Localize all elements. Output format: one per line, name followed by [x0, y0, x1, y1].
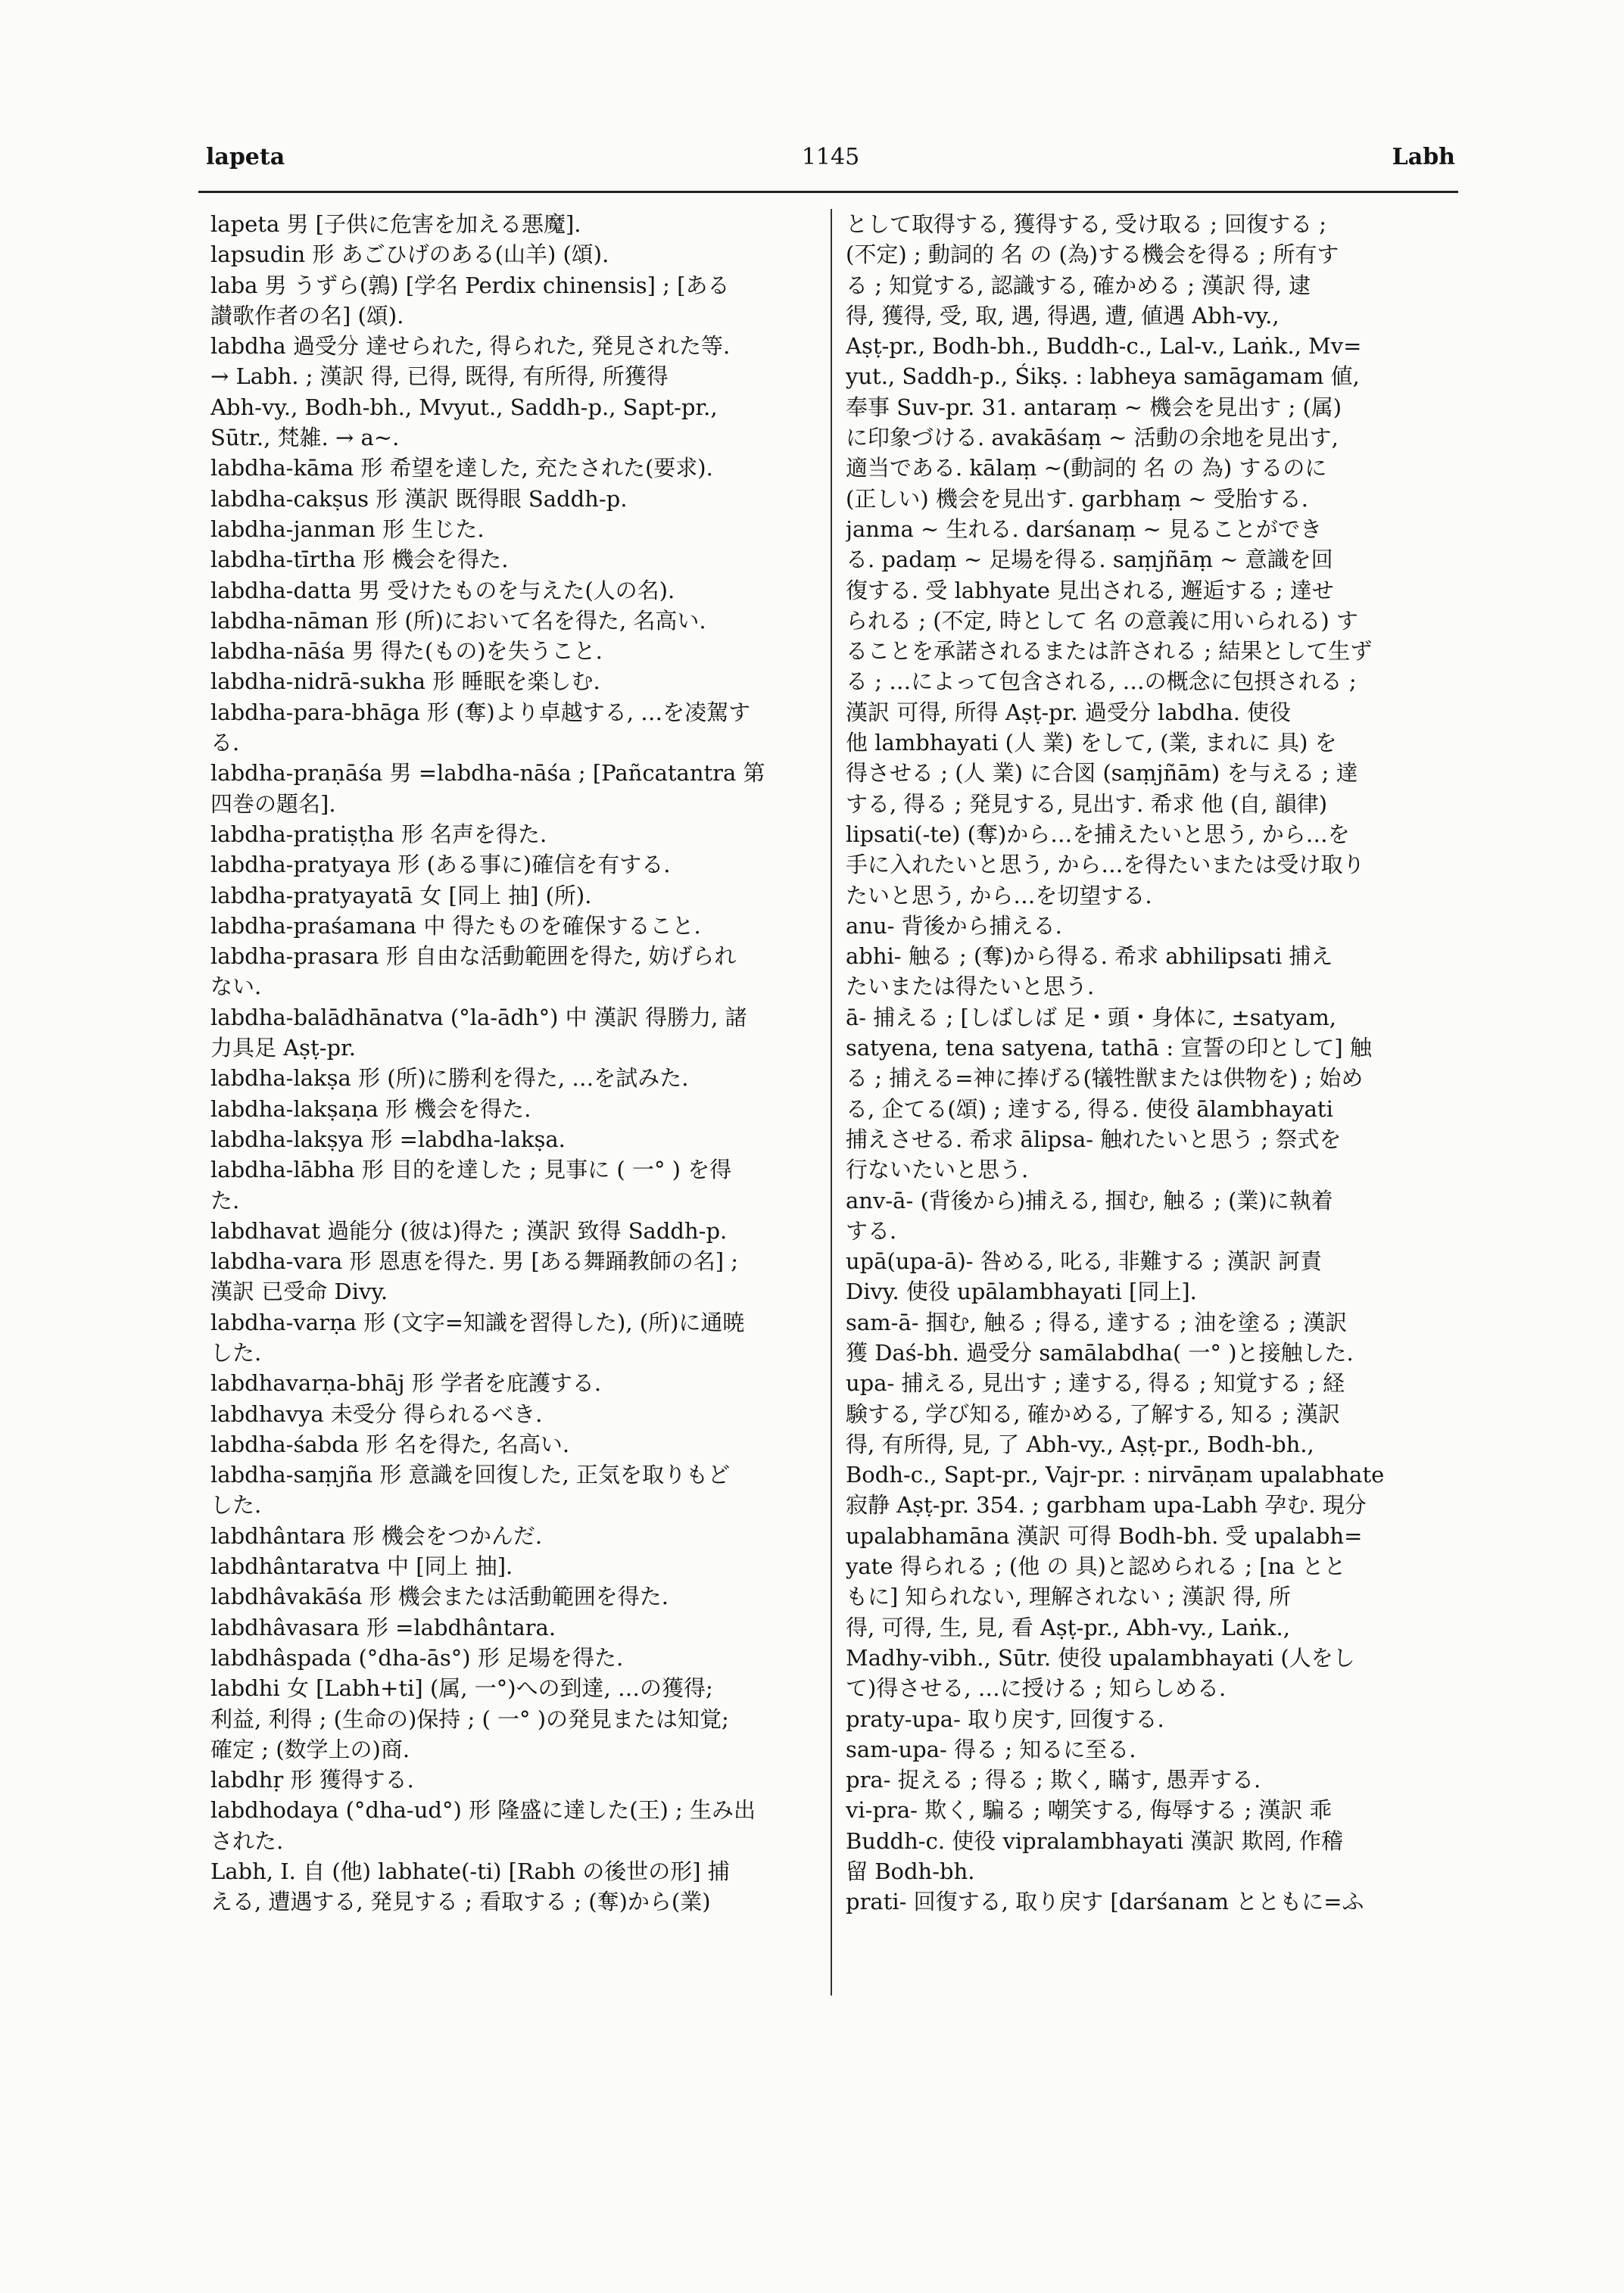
dictionary-line: lapsudin 形 あごひげのある(山羊) (頌). — [210, 241, 609, 268]
dictionary-line: labdhâvasara 形 =labdhântara. — [210, 1614, 556, 1640]
dictionary-line: 行ないたいと思う. — [846, 1157, 1029, 1183]
dictionary-line: たいまたは得たいと思う. — [846, 974, 1095, 1000]
dictionary-line: 得, 可得, 生, 見, 看 Aṣṭ-pr., Abh-vy., Laṅk., — [846, 1614, 1290, 1640]
running-header — [206, 144, 1455, 183]
dictionary-line: labdha-pratyayatā 女 [同上 抽] (所). — [210, 882, 592, 908]
dictionary-line: satyena, tena satyena, tathā : 宣誓の印として] 触 — [846, 1035, 1372, 1061]
dictionary-line: 手に入れたいと思う, から…を得たいまたは受け取り — [846, 852, 1365, 878]
dictionary-line: に印象づける. avakāśaṃ ~ 活動の余地を見出す, — [846, 425, 1339, 451]
dictionary-line: 獲 Daś-bh. 過受分 samālabdha( 一° )と接触した. — [846, 1339, 1354, 1366]
left-column — [210, 209, 816, 1918]
dictionary-line: labdhavat 過能分 (彼は)得た ; 漢訳 致得 Saddh-p. — [210, 1217, 728, 1244]
dictionary-line: labdha-balādhānatva (°la-ādh°) 中 漢訳 得勝力, 諸 — [210, 1004, 747, 1030]
dictionary-line: upalabhamāna 漢訳 可得 Bodh-bh. 受 upalabh= — [846, 1522, 1363, 1549]
dictionary-line: labdhântara 形 機会をつかんだ. — [210, 1522, 543, 1549]
dictionary-line: 漢訳 可得, 所得 Aṣṭ-pr. 過受分 labdha. 使役 — [846, 699, 1292, 725]
dictionary-line: した. — [210, 1492, 262, 1519]
header-left-guideword: lapeta — [206, 144, 285, 170]
dictionary-line: labdha-nāśa 男 得た(もの)を失うこと. — [210, 638, 603, 665]
dictionary-line: する. — [846, 1217, 897, 1244]
dictionary-line: た. — [210, 1187, 240, 1213]
dictionary-line: (不定) ; 動詞的 名 の (為)する機会を得る ; 所有す — [846, 241, 1339, 268]
dictionary-line: prati- 回復する, 取り戻す [darśanam とともに=ふ — [846, 1889, 1364, 1915]
dictionary-line: labdha-datta 男 受けたものを与えた(人の名). — [210, 577, 675, 603]
column-divider — [831, 209, 832, 1995]
dictionary-line: 験する, 学び知る, 確かめる, 了解する, 知る ; 漢訳 — [846, 1400, 1340, 1427]
dictionary-line: Divy. 使役 upālambhayati [同上]. — [846, 1279, 1197, 1305]
header-rule — [198, 191, 1458, 193]
dictionary-line: 奉事 Suv-pr. 31. antaraṃ ~ 機会を見出す ; (属) — [846, 394, 1342, 420]
dictionary-line: Aṣṭ-pr., Bodh-bh., Buddh-c., Lal-v., Laṅk., Mv= — [846, 333, 1362, 360]
dictionary-line: 讃歌作者の名] (頌). — [210, 302, 404, 329]
dictionary-line: upā(upa-ā)- 咎める, 叱る, 非難する ; 漢訳 訶責 — [846, 1248, 1323, 1275]
dictionary-line: yate 得られる ; (他 の 具)と認められる ; [na とと — [846, 1553, 1346, 1580]
dictionary-line: labdha-janman 形 生じた. — [210, 516, 485, 542]
dictionary-line: labdha-śabda 形 名を得た, 名高い. — [210, 1431, 570, 1457]
dictionary-line: て)得させる, …に授ける ; 知らしめる. — [846, 1675, 1227, 1702]
dictionary-line: たいと思う, から…を切望する. — [846, 882, 1152, 908]
dictionary-line: る ; 知覚する, 認識する, 確かめる ; 漢訳 得, 逮 — [846, 272, 1311, 298]
dictionary-line: labdha-pratyaya 形 (ある事に)確信を有する. — [210, 852, 671, 878]
dictionary-line: anu- 背後から捕える. — [846, 912, 1062, 939]
dictionary-line: Labh, I. 自 (他) labhate(-ti) [Rabh の後世の形] 捕 — [210, 1858, 730, 1885]
dictionary-line: 留 Bodh-bh. — [846, 1858, 975, 1885]
dictionary-line: 漢訳 已受命 Divy. — [210, 1279, 388, 1305]
dictionary-line: Sūtr., 梵雑. → a~. — [210, 425, 400, 451]
dictionary-line: Abh-vy., Bodh-bh., Mvyut., Saddh-p., Sapt-pr., — [210, 394, 718, 420]
dictionary-line: labdha 過受分 達せられた, 得られた, 発見された等. — [210, 333, 731, 360]
dictionary-line: labdhodaya (°dha-ud°) 形 隆盛に達した(王) ; 生み出 — [210, 1797, 756, 1824]
dictionary-line: 得させる ; (人 業) に合図 (saṃjñām) を与える ; 達 — [846, 760, 1358, 787]
dictionary-line: laba 男 うずら(鶉) [学名 Perdix chinensis] ; [ある — [210, 272, 730, 298]
dictionary-line: 寂静 Aṣṭ-pr. 354. ; garbham upa-Labh 孕む. 現分 — [846, 1492, 1367, 1519]
dictionary-line: labdha-tīrtha 形 機会を得た. — [210, 547, 509, 573]
dictionary-line: labdha-kāma 形 希望を達した, 充たされた(要求). — [210, 455, 713, 481]
dictionary-line: labdhavarṇa-bhāj 形 学者を庇護する. — [210, 1370, 602, 1397]
dictionary-line: abhi- 触る ; (奪)から得る. 希求 abhilipsati 捕え — [846, 943, 1333, 970]
dictionary-line: labdha-nidrā-sukha 形 睡眠を楽しむ. — [210, 668, 600, 695]
dictionary-line: sam-ā- 掴む, 触る ; 得る, 達する ; 油を塗る ; 漢訳 — [846, 1309, 1348, 1335]
dictionary-line: labdhântaratva 中 [同上 抽]. — [210, 1553, 513, 1580]
dictionary-line: labdha-praṇāśa 男 =labdha-nāśa ; [Pañcatantra 第 — [210, 760, 765, 787]
dictionary-line: 確定 ; (数学上の)商. — [210, 1736, 410, 1762]
dictionary-line: られる ; (不定, 時として 名 の意義に用いられる) す — [846, 607, 1358, 634]
dictionary-line: (正しい) 機会を見出す. garbhaṃ ~ 受胎する. — [846, 485, 1308, 512]
dictionary-line: もに] 知られない, 理解されない ; 漢訳 得, 所 — [846, 1584, 1291, 1610]
dictionary-line: → Labh. ; 漢訳 得, 已得, 既得, 有所得, 所獲得 — [210, 363, 669, 390]
dictionary-line: える, 遭遇する, 発見する ; 看取する ; (奪)から(業) — [210, 1889, 711, 1915]
dictionary-line: した. — [210, 1339, 262, 1366]
dictionary-line: labdha-lakṣya 形 =labdha-lakṣa. — [210, 1126, 566, 1152]
dictionary-line: labdha-lakṣaṇa 形 機会を得た. — [210, 1095, 531, 1122]
dictionary-line: anv-ā- (背後から)捕える, 掴む, 触る ; (業)に執着 — [846, 1187, 1333, 1213]
dictionary-line: Bodh-c., Sapt-pr., Vajr-pr. : nirvāṇam upalabhate — [846, 1462, 1385, 1488]
dictionary-line: pra- 捉える ; 得る ; 欺く, 瞞す, 愚弄する. — [846, 1767, 1261, 1793]
dictionary-line: yut., Saddh-p., Śikṣ. : labheya samāgamam 値, — [846, 363, 1360, 390]
dictionary-line: ることを承諾されるまたは許される ; 結果として生ず — [846, 638, 1373, 665]
dictionary-line: 他 lambhayati (人 業) をして, (業, まれに 具) を — [846, 730, 1337, 756]
dictionary-line: labdha-cakṣus 形 漢訳 既得眼 Saddh-p. — [210, 485, 628, 512]
right-column — [846, 209, 1455, 1918]
dictionary-line: lipsati(-te) (奪)から…を捕えたいと思う, から…を — [846, 821, 1350, 847]
dictionary-line: labdha-lābha 形 目的を達した ; 見事に ( 一° ) を得 — [210, 1157, 732, 1183]
header-right-guideword: Labh — [1392, 144, 1455, 170]
dictionary-line: labdha-saṃjña 形 意識を回復した, 正気を取りもど — [210, 1462, 730, 1488]
dictionary-line: 力具足 Aṣṭ-pr. — [210, 1035, 356, 1061]
dictionary-line: る. — [210, 730, 240, 756]
dictionary-line: labdha-pratiṣṭha 形 名声を得た. — [210, 821, 547, 847]
dictionary-line: 得, 有所得, 見, 了 Abh-vy., Aṣṭ-pr., Bodh-bh., — [846, 1431, 1314, 1457]
dictionary-line: labdha-vara 形 恩恵を得た. 男 [ある舞踊教師の名] ; — [210, 1248, 738, 1275]
dictionary-line: る ; 捕える=神に捧げる(犠牲獣または供物を) ; 始め — [846, 1065, 1364, 1092]
dictionary-line: labdha-para-bhāga 形 (奪)より卓越する, …を凌駕す — [210, 699, 751, 725]
dictionary-line: labdhi 女 [Labh+ti] (属, 一°)への到達, …の獲得; — [210, 1675, 713, 1702]
dictionary-line: labdha-nāman 形 (所)において名を得た, 名高い. — [210, 607, 706, 634]
dictionary-line: labdha-praśamana 中 得たものを確保すること. — [210, 912, 701, 939]
dictionary-line: 復する. 受 labhyate 見出される, 邂逅する ; 達せ — [846, 577, 1334, 603]
dictionary-line: labdhâspada (°dha-ās°) 形 足場を得た. — [210, 1644, 624, 1671]
dictionary-line: する, 得る ; 発見する, 見出す. 希求 他 (自, 韻律) — [846, 790, 1328, 817]
dictionary-line: sam-upa- 得る ; 知るに至る. — [846, 1736, 1136, 1762]
dictionary-line: labdha-lakṣa 形 (所)に勝利を得た, …を試みた. — [210, 1065, 689, 1092]
dictionary-line: 適当である. kālaṃ ~(動詞的 名 の 為) するのに — [846, 455, 1327, 481]
dictionary-line: ā- 捕える ; [しばしば 足・頭・身体に, ±satyam, — [846, 1004, 1336, 1030]
dictionary-line: lapeta 男 [子供に危害を加える悪魔]. — [210, 211, 581, 237]
dictionary-line: praty-upa- 取り戻す, 回復する. — [846, 1706, 1164, 1732]
dictionary-line: る. padaṃ ~ 足場を得る. saṃjñāṃ ~ 意識を回 — [846, 547, 1333, 573]
dictionary-line: labdha-varṇa 形 (文字=知識を習得した), (所)に通暁 — [210, 1309, 745, 1335]
dictionary-line: 四巻の題名]. — [210, 790, 336, 817]
dictionary-line: labdha-prasara 形 自由な活動範囲を得た, 妨げられ — [210, 943, 737, 970]
dictionary-line: labdhâvakāśa 形 機会または活動範囲を得た. — [210, 1584, 669, 1610]
dictionary-line: labdhavya 未受分 得られるべき. — [210, 1400, 543, 1427]
dictionary-line: labdhṛ 形 獲得する. — [210, 1767, 414, 1793]
dictionary-line: Buddh-c. 使役 vipralambhayati 漢訳 欺罔, 作稽 — [846, 1827, 1343, 1854]
dictionary-line: 得, 獲得, 受, 取, 遇, 得遇, 遭, 値遇 Abh-vy., — [846, 302, 1280, 329]
dictionary-line: 捕えさせる. 希求 ālipsa- 触れたいと思う ; 祭式を — [846, 1126, 1342, 1152]
page-number: 1145 — [801, 144, 860, 170]
dictionary-line: janma ~ 生れる. darśanaṃ ~ 見ることができ — [846, 516, 1323, 542]
dictionary-line: る, 企てる(頌) ; 達する, 得る. 使役 ālambhayati — [846, 1095, 1333, 1122]
dictionary-line: として取得する, 獲得する, 受け取る ; 回復する ; — [846, 211, 1327, 237]
dictionary-line: る ; …によって包含される, …の概念に包摂される ; — [846, 668, 1357, 695]
dictionary-line: ない. — [210, 974, 262, 1000]
dictionary-line: Madhy-vibh., Sūtr. 使役 upalambhayati (人をし — [846, 1644, 1355, 1671]
dictionary-line: 利益, 利得 ; (生命の)保持 ; ( 一° )の発見または知覚; — [210, 1706, 729, 1732]
dictionary-line: vi-pra- 欺く, 騙る ; 嘲笑する, 侮辱する ; 漢訳 乖 — [846, 1797, 1332, 1824]
dictionary-line: された. — [210, 1827, 284, 1854]
dictionary-line: upa- 捕える, 見出す ; 達する, 得る ; 知覚する ; 経 — [846, 1370, 1345, 1397]
